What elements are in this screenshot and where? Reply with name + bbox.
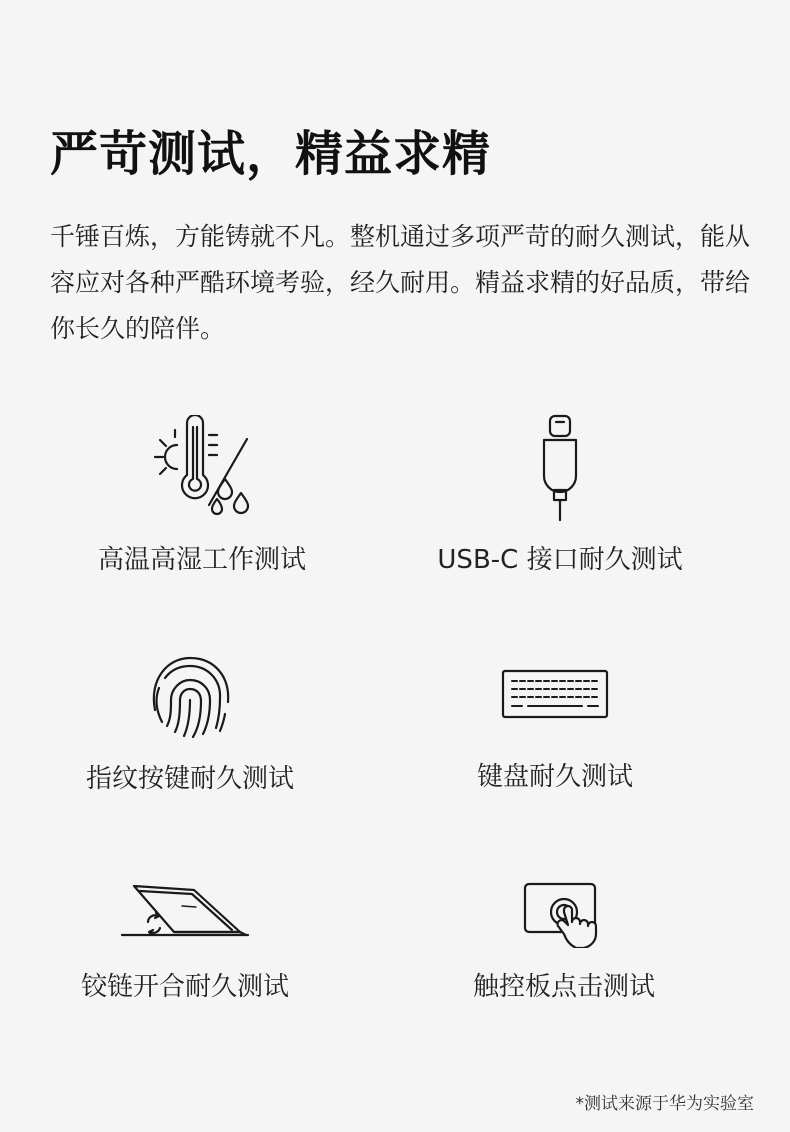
fingerprint-icon (30, 650, 350, 742)
page-title: 严苛测试，精益求精 (50, 126, 492, 182)
touchpad-tap-icon (404, 878, 724, 948)
test-label: 指纹按键耐久测试 (85, 764, 294, 794)
intro-paragraph: 千锤百炼，方能铸就不凡。整机通过多项严苛的耐久测试，能从容应对各种严酷环境考验，经久耐用。精益求精的好品质，带给你长久的陪伴。 (50, 222, 751, 343)
test-label: 铰链开合耐久测试 (80, 972, 289, 1002)
usb-c-cable-icon (400, 410, 720, 525)
temperature-humidity-icon (42, 415, 362, 520)
test-label: USB-C 接口耐久测试 (437, 545, 683, 575)
test-label: 触控板点击测试 (472, 972, 655, 1002)
keyboard-icon (395, 668, 715, 720)
test-label: 高温高湿工作测试 (97, 545, 306, 575)
laptop-hinge-icon (25, 880, 345, 942)
footnote: *测试来源于华为实验室 (575, 1094, 754, 1114)
test-label: 键盘耐久测试 (476, 762, 633, 792)
